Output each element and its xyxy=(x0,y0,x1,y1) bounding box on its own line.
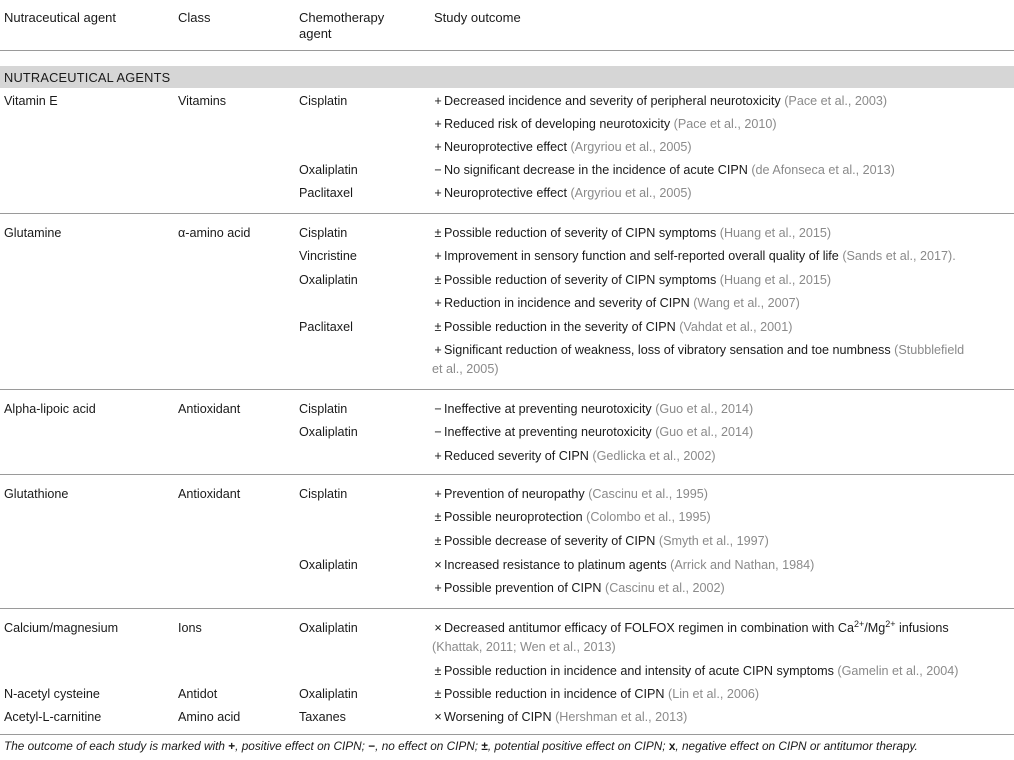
outcome-symbol: − xyxy=(434,163,442,177)
outcome-text: Ineffective at preventing neurotoxicity xyxy=(444,425,656,439)
outcome-text: Improvement in sensory function and self-reported overall quality of life xyxy=(444,249,843,263)
outcome-reference: (Wang et al., 2007) xyxy=(693,296,800,310)
outcome-text: Possible reduction of severity of CIPN symptoms xyxy=(444,273,720,287)
cell-chemo: Cisplatin xyxy=(299,487,348,501)
cell-study-outcome xyxy=(432,93,887,110)
outcome-text: Possible prevention of CIPN xyxy=(444,581,606,595)
bottom-rule xyxy=(0,734,1014,735)
cell-chemo: Oxaliplatin xyxy=(299,621,358,635)
outcome-reference: (Vahdat et al., 2001) xyxy=(679,320,793,334)
outcome-symbol: ± xyxy=(434,534,442,548)
cell-study-outcome xyxy=(432,580,725,597)
outcome-reference-continued: et al., 2005) xyxy=(432,362,499,376)
outcome-reference: (Arrick and Nathan, 1984) xyxy=(670,558,815,572)
cell-study-outcome xyxy=(432,620,949,637)
cell-chemo: Paclitaxel xyxy=(299,186,353,200)
outcome-reference: (Hershman et al., 2013) xyxy=(555,710,688,724)
outcome-symbol: + xyxy=(434,249,442,263)
cell-study-outcome xyxy=(432,139,692,156)
cell-study-outcome xyxy=(432,709,687,726)
cell-class: Antidot xyxy=(178,687,218,701)
cell-agent: Alpha-lipoic acid xyxy=(4,402,96,416)
outcome-symbol: ± xyxy=(434,687,442,701)
cell-study-outcome xyxy=(432,342,964,359)
outcome-reference: (Pace et al., 2010) xyxy=(673,117,777,131)
header-study-outcome: Study outcome xyxy=(434,10,521,25)
outcome-symbol: + xyxy=(434,581,442,595)
outcome-symbol: − xyxy=(434,402,442,416)
outcome-text: Significant reduction of weakness, loss of vibratory sensation and toe numbness xyxy=(444,343,895,357)
header-rule xyxy=(0,50,1014,51)
outcome-symbol: × xyxy=(434,558,442,572)
group-divider xyxy=(0,474,1014,475)
cell-study-outcome xyxy=(432,295,800,312)
cell-chemo: Cisplatin xyxy=(299,226,348,240)
outcome-reference: (Gamelin et al., 2004) xyxy=(837,664,959,678)
outcome-symbol: + xyxy=(434,117,442,131)
cell-study-outcome xyxy=(432,225,831,242)
outcome-text: Decreased antitumor efficacy of FOLFOX regimen in combination with $Ca^{2+}/Mg^{2+}$ infusions xyxy=(444,619,949,635)
outcome-text: Possible reduction in incidence and intensity of acute CIPN symptoms xyxy=(444,664,838,678)
outcome-text: Reduced severity of CIPN xyxy=(444,449,593,463)
cell-agent: N-acetyl cysteine xyxy=(4,687,100,701)
cell-study-outcome xyxy=(432,272,831,289)
cell-chemo: Oxaliplatin xyxy=(299,425,358,439)
outcome-reference: (Smyth et al., 1997) xyxy=(658,534,769,548)
outcome-text: Possible decrease of severity of CIPN xyxy=(444,534,659,548)
cell-chemo: Oxaliplatin xyxy=(299,687,358,701)
outcome-reference: (Guo et al., 2014) xyxy=(655,425,754,439)
cell-study-outcome xyxy=(432,557,814,574)
outcome-text: Possible reduction in incidence of CIPN xyxy=(444,687,669,701)
header-nutraceutical-agent: Nutraceutical agent xyxy=(4,10,117,25)
outcome-symbol: + xyxy=(434,186,442,200)
outcome-symbol: + xyxy=(434,94,442,108)
outcome-text: Ineffective at preventing neurotoxicity xyxy=(444,402,656,416)
outcome-symbol: ± xyxy=(434,273,442,287)
cell-agent: Glutamine xyxy=(4,226,62,240)
group-divider xyxy=(0,389,1014,390)
outcome-symbol: ± xyxy=(434,226,442,240)
cell-agent: Calcium/magnesium xyxy=(4,621,119,635)
cell-study-outcome xyxy=(432,486,708,503)
outcome-symbol: × xyxy=(434,710,442,724)
cell-class: α-amino acid xyxy=(178,226,251,240)
outcome-text: Reduction in incidence and severity of CIPN xyxy=(444,296,694,310)
cell-study-outcome xyxy=(432,509,711,526)
outcome-symbol: + xyxy=(434,140,442,154)
group-divider xyxy=(0,213,1014,214)
outcome-reference: (Sands et al., 2017). xyxy=(842,249,956,263)
outcome-text: Possible neuroprotection xyxy=(444,510,587,524)
cell-class: Ions xyxy=(178,621,202,635)
header-class: Class xyxy=(178,10,211,25)
cell-study-outcome xyxy=(432,686,759,703)
cell-class: Antioxidant xyxy=(178,402,241,416)
cell-chemo: Taxanes xyxy=(299,710,346,724)
outcome-symbol: + xyxy=(434,343,442,357)
cell-study-outcome xyxy=(432,424,753,441)
group-divider xyxy=(0,608,1014,609)
outcome-reference: (Cascinu et al., 1995) xyxy=(588,487,708,501)
cell-study-outcome xyxy=(432,185,692,202)
outcome-text: No significant decrease in the incidence of acute CIPN xyxy=(444,163,752,177)
outcome-symbol: + xyxy=(434,296,442,310)
outcome-text: Decreased incidence and severity of peripheral neurotoxicity xyxy=(444,94,785,108)
outcome-reference: (Guo et al., 2014) xyxy=(655,402,754,416)
cell-chemo: Oxaliplatin xyxy=(299,163,358,177)
header-chemotherapy-agent: Chemotherapy agent xyxy=(299,10,385,41)
outcome-text: Prevention of neuropathy xyxy=(444,487,589,501)
cell-chemo: Vincristine xyxy=(299,249,357,263)
outcome-reference: (Lin et al., 2006) xyxy=(668,687,760,701)
cell-agent: Vitamin E xyxy=(4,94,58,108)
outcome-reference: (Stubblefield xyxy=(894,343,965,357)
outcome-text: Worsening of CIPN xyxy=(444,710,556,724)
cell-chemo: Cisplatin xyxy=(299,94,348,108)
cell-study-outcome xyxy=(432,116,777,133)
cell-study-outcome xyxy=(432,162,895,179)
outcome-reference: (Colombo et al., 1995) xyxy=(586,510,711,524)
cell-class: Antioxidant xyxy=(178,487,241,501)
cell-study-outcome xyxy=(432,663,959,680)
cell-study-outcome xyxy=(432,319,792,336)
outcome-text: Neuroprotective effect xyxy=(444,140,571,154)
outcome-reference: (Huang et al., 2015) xyxy=(719,273,832,287)
outcome-text: Neuroprotective effect xyxy=(444,186,571,200)
outcome-reference: (Argyriou et al., 2005) xyxy=(570,140,692,154)
outcome-symbol: − xyxy=(434,425,442,439)
cell-chemo: Cisplatin xyxy=(299,402,348,416)
outcome-text: Increased resistance to platinum agents xyxy=(444,558,671,572)
outcome-symbol: + xyxy=(434,487,442,501)
table-footnote: The outcome of each study is marked with +, positive effect on CIPN; −, no effect on CIPN; ±, potential positive effect on CIPN; x, negative effect on CIPN or antitumor therapy. xyxy=(4,739,918,753)
cell-agent: Acetyl-L-carnitine xyxy=(4,710,102,724)
cell-class: Amino acid xyxy=(178,710,241,724)
outcome-reference: (de Afonseca et al., 2013) xyxy=(751,163,895,177)
outcome-symbol: + xyxy=(434,449,442,463)
cell-class: Vitamins xyxy=(178,94,227,108)
cell-chemo: Oxaliplatin xyxy=(299,273,358,287)
outcome-reference: (Huang et al., 2015) xyxy=(719,226,832,240)
cell-chemo: Paclitaxel xyxy=(299,320,353,334)
outcome-text: Reduced risk of developing neurotoxicity xyxy=(444,117,674,131)
cell-study-outcome xyxy=(432,448,716,465)
cell-agent: Glutathione xyxy=(4,487,69,501)
outcome-symbol: ± xyxy=(434,320,442,334)
cell-study-outcome xyxy=(432,401,753,418)
outcome-reference: (Pace et al., 2003) xyxy=(784,94,888,108)
outcome-text: Possible reduction of severity of CIPN symptoms xyxy=(444,226,720,240)
outcome-reference: (Gedlicka et al., 2002) xyxy=(592,449,716,463)
outcome-symbol: ± xyxy=(434,664,442,678)
outcome-symbol: ± xyxy=(434,510,442,524)
outcome-reference: (Argyriou et al., 2005) xyxy=(570,186,692,200)
outcome-reference-continued: (Khattak, 2011; Wen et al., 2013) xyxy=(432,640,616,654)
outcome-reference: (Cascinu et al., 2002) xyxy=(605,581,725,595)
cell-study-outcome xyxy=(432,248,956,265)
cell-study-outcome xyxy=(432,533,769,550)
cell-chemo: Oxaliplatin xyxy=(299,558,358,572)
outcome-text: Possible reduction in the severity of CIPN xyxy=(444,320,680,334)
outcome-symbol: × xyxy=(434,621,442,635)
section-title: NUTRACEUTICAL AGENTS xyxy=(4,70,171,85)
